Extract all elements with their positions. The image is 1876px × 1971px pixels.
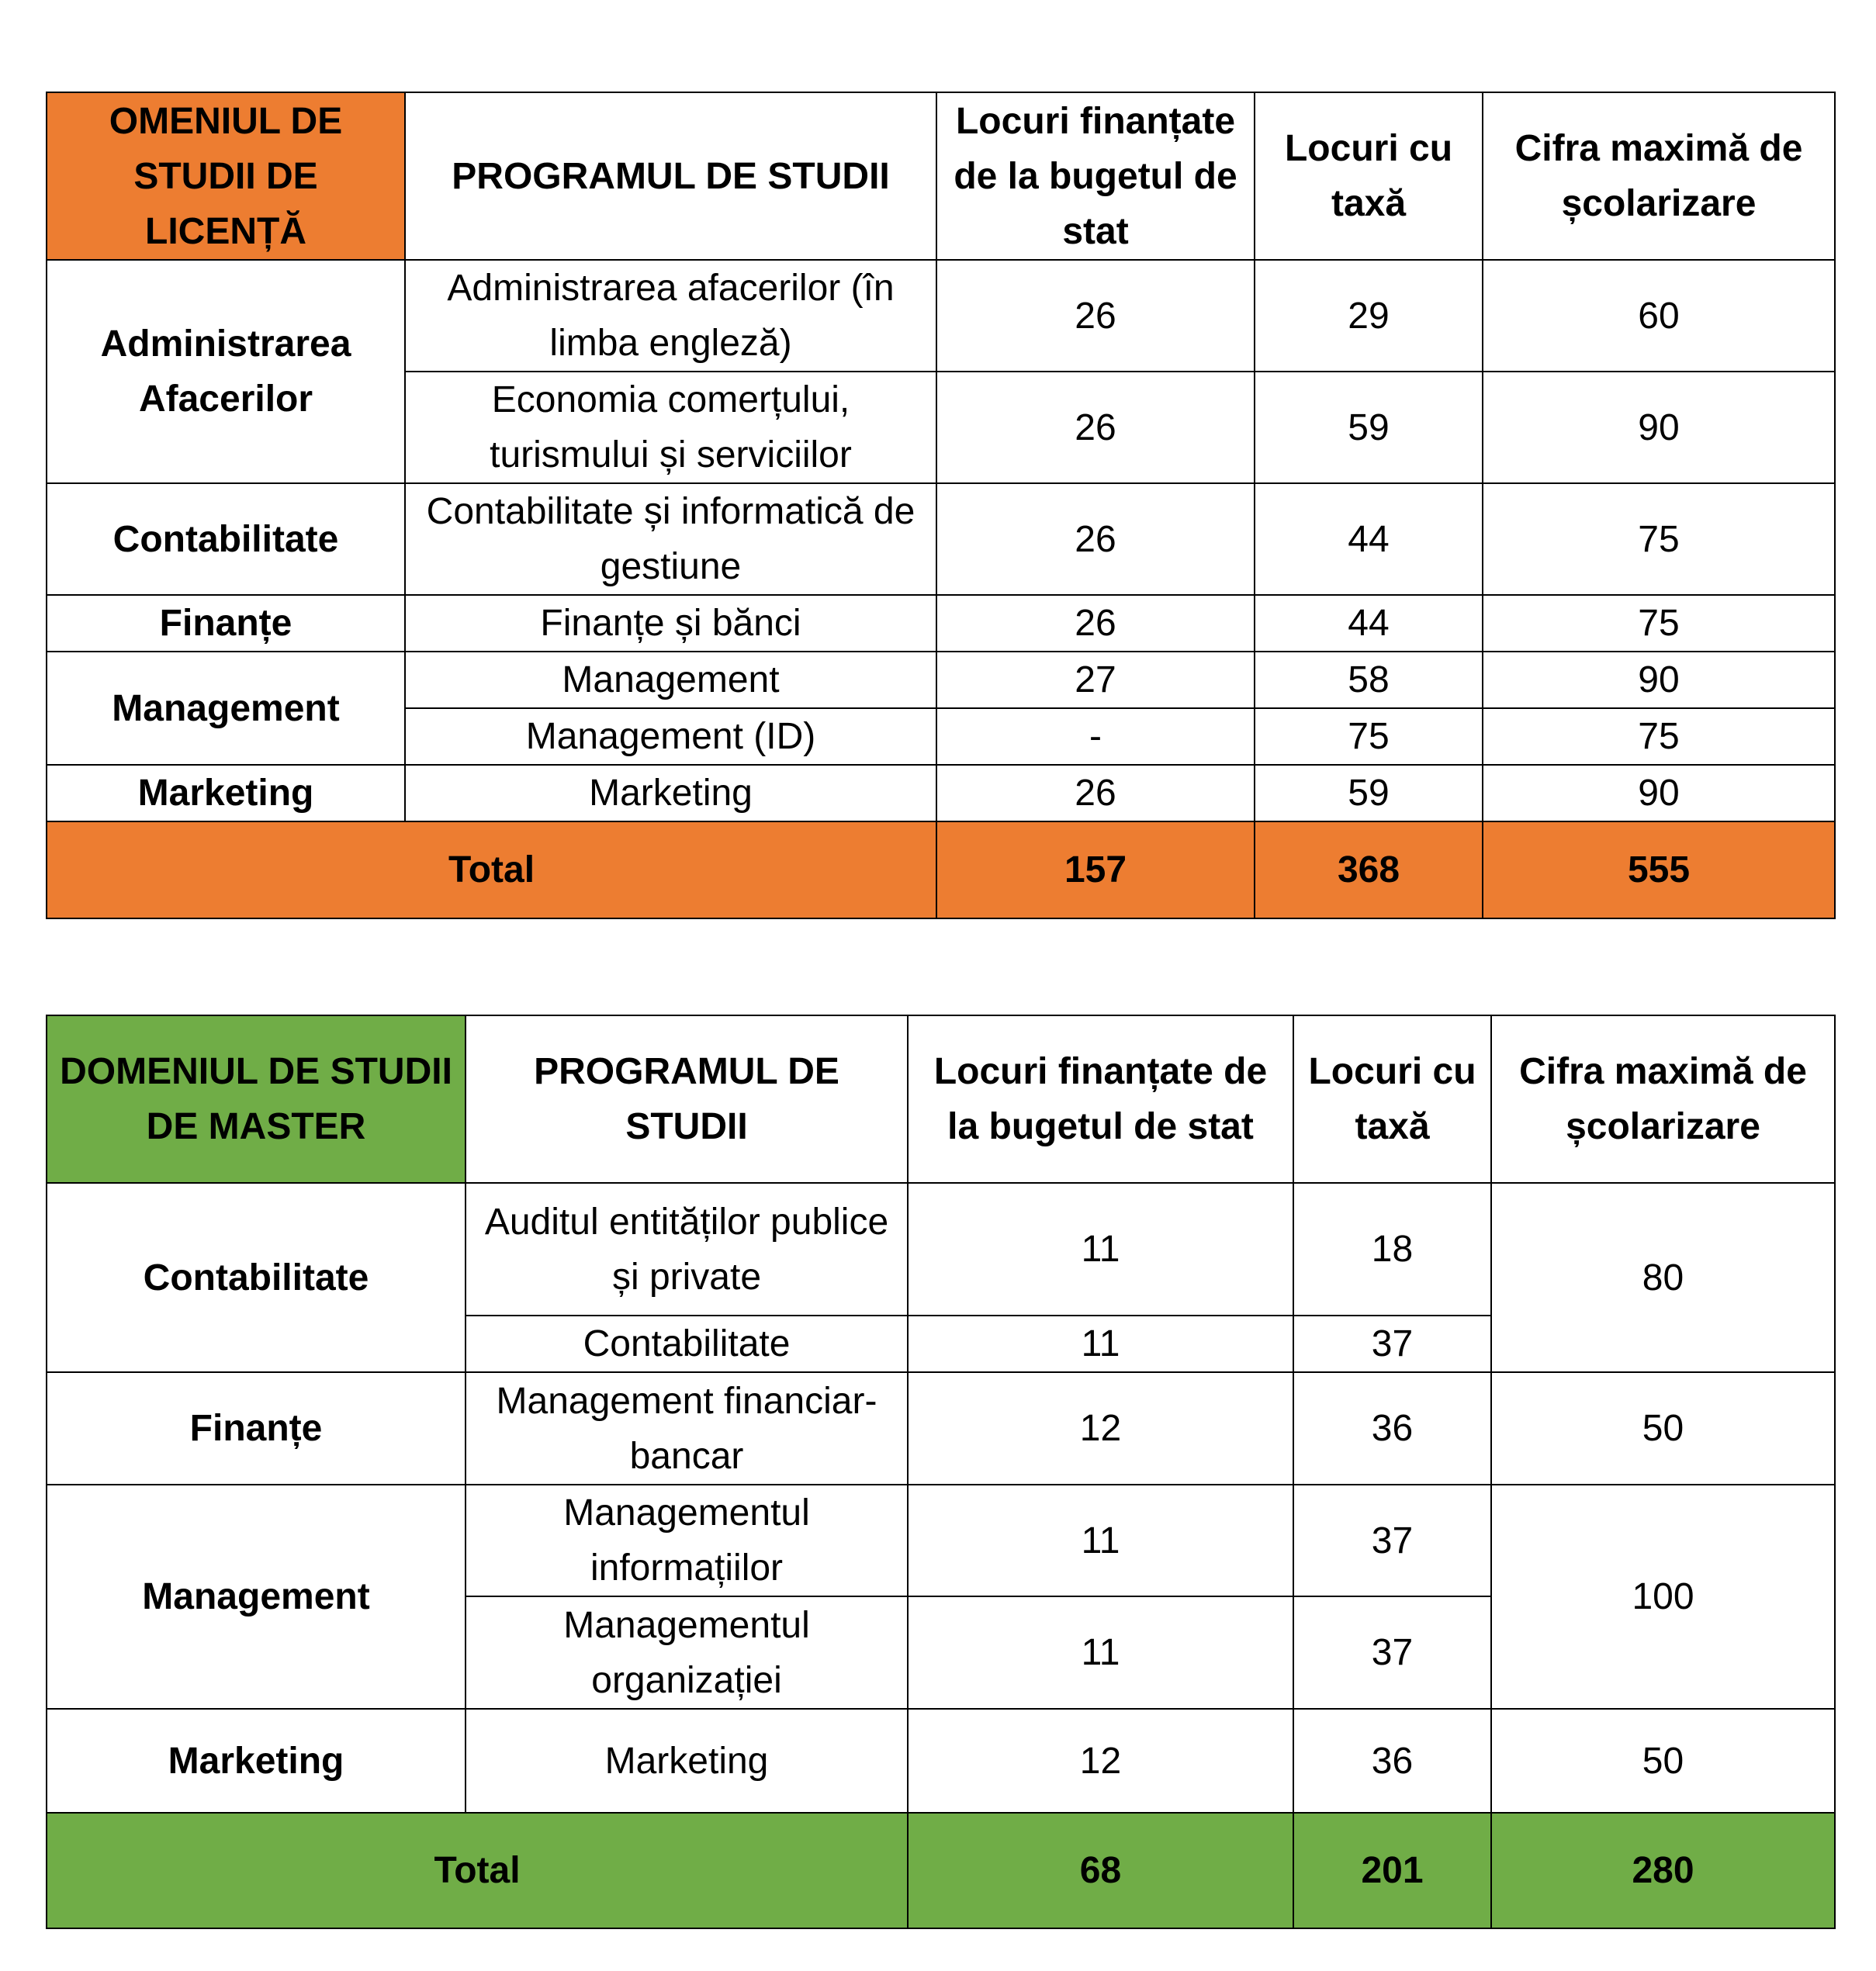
max-cell: 60 [1483,260,1835,372]
program-cell: Administrarea afacerilor (în limba engleză) [405,260,936,372]
buget-cell: 11 [908,1485,1293,1596]
program-cell: Contabilitate și informatică de gestiune [405,483,936,595]
max-cell: 80 [1491,1183,1835,1372]
table-row [47,260,1835,372]
taxa-cell: 75 [1255,708,1483,765]
total-label: Total [47,821,936,918]
table-row [47,652,1835,708]
total-max: 555 [1483,821,1835,918]
max-cell: 75 [1483,483,1835,595]
master-buget-header: Locuri finanțate de la bugetul de stat [908,1015,1293,1183]
taxa-cell: 37 [1293,1316,1491,1372]
master-domain-cell: Marketing [47,1709,466,1813]
program-cell: Economia comerțului, turismului și serviciilor [405,372,936,483]
table-row [47,1485,1835,1596]
taxa-cell: 58 [1255,652,1483,708]
program-cell: Marketing [405,765,936,821]
max-cell: 75 [1483,708,1835,765]
licenta-table [46,92,1836,919]
buget-cell: 11 [908,1316,1293,1372]
licenta-max-header: Cifra maximă de școlarizare [1483,92,1835,260]
licenta-total-row [47,821,1835,918]
taxa-cell: 59 [1255,765,1483,821]
program-cell: Management financiar-bancar [466,1372,908,1485]
master-domain-cell: Finanțe [47,1372,466,1485]
taxa-cell: 59 [1255,372,1483,483]
buget-cell: 26 [936,260,1255,372]
licenta-domain-cell: Administrarea Afacerilor [47,260,405,483]
buget-cell: 27 [936,652,1255,708]
program-cell: Management [405,652,936,708]
master-domain-cell: Management [47,1485,466,1709]
licenta-header-row [47,92,1835,260]
licenta-domain-header: OMENIUL DE STUDII DE LICENȚĂ [47,92,405,260]
buget-cell: 26 [936,483,1255,595]
program-cell: Finanțe și bănci [405,595,936,652]
master-domain-header: DOMENIUL DE STUDII DE MASTER [47,1015,466,1183]
buget-cell: 12 [908,1709,1293,1813]
licenta-domain-cell: Contabilitate [47,483,405,595]
program-cell: Auditul entităților publice și private [466,1183,908,1316]
max-cell: 90 [1483,652,1835,708]
total-max: 280 [1491,1813,1835,1928]
program-cell: Managementul organizației [466,1596,908,1709]
taxa-cell: 37 [1293,1596,1491,1709]
master-max-header: Cifra maximă de școlarizare [1491,1015,1835,1183]
master-table [46,1015,1836,1929]
taxa-cell: 29 [1255,260,1483,372]
max-cell: 75 [1483,595,1835,652]
table-row [47,595,1835,652]
taxa-cell: 36 [1293,1709,1491,1813]
max-cell: 90 [1483,372,1835,483]
buget-cell: 26 [936,595,1255,652]
table-row [47,1709,1835,1813]
taxa-cell: 44 [1255,595,1483,652]
master-domain-cell: Contabilitate [47,1183,466,1372]
licenta-domain-cell: Finanțe [47,595,405,652]
master-header-row [47,1015,1835,1183]
master-total-row [47,1813,1835,1928]
taxa-cell: 18 [1293,1183,1491,1316]
buget-cell: 11 [908,1596,1293,1709]
table-row [47,483,1835,595]
licenta-buget-header: Locuri finanțate de la bugetul de stat [936,92,1255,260]
program-cell: Marketing [466,1709,908,1813]
program-cell: Management (ID) [405,708,936,765]
max-cell: 50 [1491,1709,1835,1813]
total-taxa: 368 [1255,821,1483,918]
taxa-cell: 37 [1293,1485,1491,1596]
table-row [47,1183,1835,1316]
buget-cell: 26 [936,372,1255,483]
buget-cell: 11 [908,1183,1293,1316]
buget-cell: - [936,708,1255,765]
master-taxa-header: Locuri cu taxă [1293,1015,1491,1183]
licenta-domain-cell: Marketing [47,765,405,821]
total-buget: 68 [908,1813,1293,1928]
licenta-taxa-header: Locuri cu taxă [1255,92,1483,260]
max-cell: 100 [1491,1485,1835,1709]
buget-cell: 26 [936,765,1255,821]
licenta-program-header: PROGRAMUL DE STUDII [405,92,936,260]
licenta-domain-cell: Management [47,652,405,765]
max-cell: 90 [1483,765,1835,821]
table-row [47,765,1835,821]
buget-cell: 12 [908,1372,1293,1485]
total-taxa: 201 [1293,1813,1491,1928]
program-cell: Managementul informațiilor [466,1485,908,1596]
max-cell: 50 [1491,1372,1835,1485]
master-program-header: PROGRAMUL DE STUDII [466,1015,908,1183]
taxa-cell: 36 [1293,1372,1491,1485]
total-buget: 157 [936,821,1255,918]
taxa-cell: 44 [1255,483,1483,595]
program-cell: Contabilitate [466,1316,908,1372]
total-label: Total [47,1813,908,1928]
table-row [47,1372,1835,1485]
